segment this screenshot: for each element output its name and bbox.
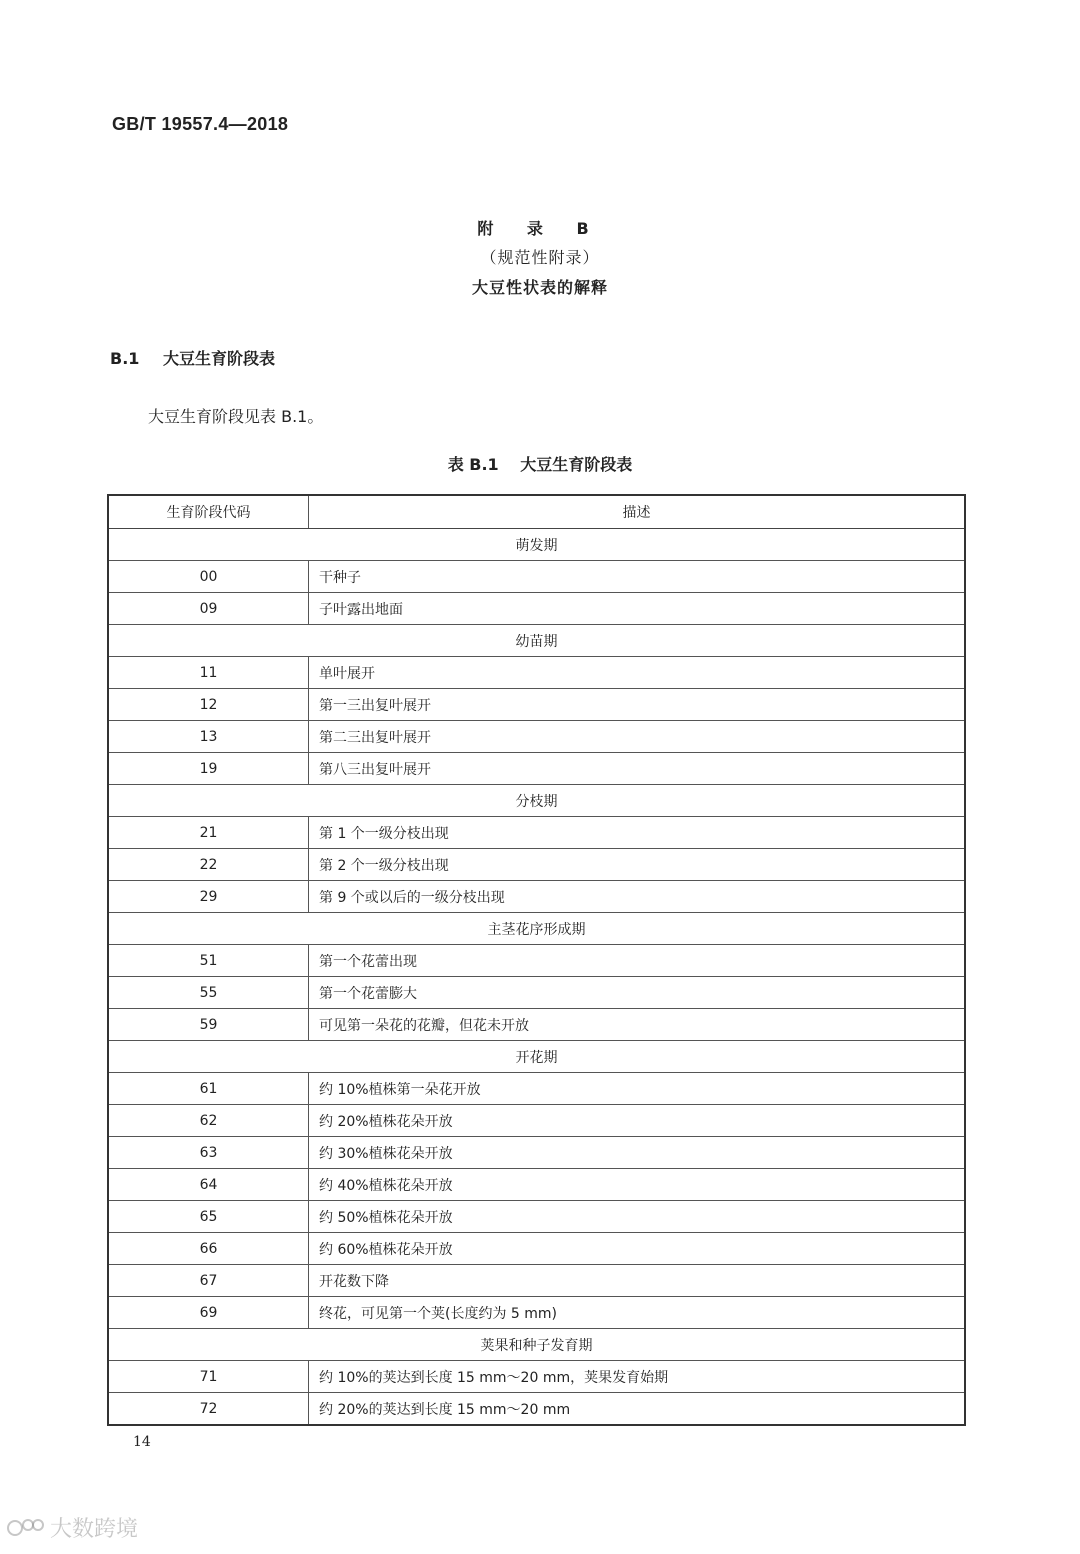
table-row xyxy=(108,945,965,977)
table-row xyxy=(108,1233,965,1265)
stage-group-row xyxy=(108,1041,965,1073)
stage-description: 子叶露出地面 xyxy=(309,593,966,625)
table-row xyxy=(108,753,965,785)
stage-code: 29 xyxy=(108,881,309,913)
stage-description: 第一三出复叶展开 xyxy=(309,689,966,721)
table-row xyxy=(108,1393,965,1426)
stage-description: 第 9 个或以后的一级分枝出现 xyxy=(309,881,966,913)
stage-description: 第二三出复叶展开 xyxy=(309,721,966,753)
table-row xyxy=(108,1105,965,1137)
stage-group-title: 荚果和种子发育期 xyxy=(108,1329,965,1361)
stage-code: 62 xyxy=(108,1105,309,1137)
table-row xyxy=(108,561,965,593)
table-row xyxy=(108,1009,965,1041)
table-caption-title: 大豆生育阶段表 xyxy=(520,455,633,474)
stage-group-title: 开花期 xyxy=(108,1041,965,1073)
stage-code: 19 xyxy=(108,753,309,785)
table-row xyxy=(108,1297,965,1329)
table-row xyxy=(108,1201,965,1233)
table-row xyxy=(108,1137,965,1169)
appendix-name: 大豆性状表的解释 xyxy=(471,278,608,297)
stage-code: 11 xyxy=(108,657,309,689)
stage-description: 约 50%植株花朵开放 xyxy=(309,1201,966,1233)
table-row xyxy=(108,689,965,721)
table-row xyxy=(108,1265,965,1297)
table-caption-number: 表 B.1 xyxy=(447,455,499,474)
stage-group-title: 幼苗期 xyxy=(108,625,965,657)
stage-description: 约 40%植株花朵开放 xyxy=(309,1169,966,1201)
stage-code: 69 xyxy=(108,1297,309,1329)
table-caption xyxy=(0,452,1080,475)
stage-description: 第 1 个一级分枝出现 xyxy=(309,817,966,849)
stage-code: 63 xyxy=(108,1137,309,1169)
table-body xyxy=(108,529,965,1426)
stage-group-row xyxy=(108,625,965,657)
stage-description: 约 20%植株花朵开放 xyxy=(309,1105,966,1137)
stage-code: 67 xyxy=(108,1265,309,1297)
watermark-logo-icon xyxy=(6,1515,46,1541)
stage-description: 约 10%植株第一朵花开放 xyxy=(309,1073,966,1105)
watermark xyxy=(6,1512,138,1543)
table-row xyxy=(108,881,965,913)
stage-description: 单叶展开 xyxy=(309,657,966,689)
table-row xyxy=(108,593,965,625)
stage-code: 72 xyxy=(108,1393,309,1426)
column-header-desc: 描述 xyxy=(309,495,966,529)
table-row xyxy=(108,1361,965,1393)
stage-description: 第 2 个一级分枝出现 xyxy=(309,849,966,881)
stage-code: 12 xyxy=(108,689,309,721)
standard-number: GB/T 19557.4—2018 xyxy=(112,114,289,134)
table-header-row xyxy=(108,495,965,529)
table-row xyxy=(108,849,965,881)
stage-description: 干种子 xyxy=(309,561,966,593)
stage-code: 66 xyxy=(108,1233,309,1265)
stage-description: 约 60%植株花朵开放 xyxy=(309,1233,966,1265)
stage-description: 约 20%的荚达到长度 15 mm～20 mm xyxy=(309,1393,966,1426)
stage-description: 约 30%植株花朵开放 xyxy=(309,1137,966,1169)
table-row xyxy=(108,817,965,849)
section-title: 大豆生育阶段表 xyxy=(162,349,275,368)
stage-group-title: 分枝期 xyxy=(108,785,965,817)
watermark-text: 大数跨境 xyxy=(50,1517,139,1542)
stage-group-row xyxy=(108,529,965,561)
stage-group-row xyxy=(108,1329,965,1361)
growth-stage-table xyxy=(107,494,966,1426)
stage-code: 64 xyxy=(108,1169,309,1201)
stage-description: 第一个花蕾膨大 xyxy=(309,977,966,1009)
stage-code: 51 xyxy=(108,945,309,977)
table-row xyxy=(108,1073,965,1105)
table-row xyxy=(108,657,965,689)
page-number: 14 xyxy=(133,1434,151,1450)
stage-code: 65 xyxy=(108,1201,309,1233)
appendix-subtitle: （规范性附录） xyxy=(480,248,600,267)
stage-code: 09 xyxy=(108,593,309,625)
stage-code: 13 xyxy=(108,721,309,753)
stage-code: 61 xyxy=(108,1073,309,1105)
stage-description: 可见第一朵花的花瓣，但花未开放 xyxy=(309,1009,966,1041)
stage-description: 终花，可见第一个荚(长度约为 5 mm) xyxy=(309,1297,966,1329)
table-row xyxy=(108,977,965,1009)
stage-description: 开花数下降 xyxy=(309,1265,966,1297)
stage-code: 55 xyxy=(108,977,309,1009)
stage-code: 71 xyxy=(108,1361,309,1393)
stage-code: 00 xyxy=(108,561,309,593)
stage-code: 21 xyxy=(108,817,309,849)
stage-description: 第一个花蕾出现 xyxy=(309,945,966,977)
stage-group-title: 萌发期 xyxy=(108,529,965,561)
section-body: 大豆生育阶段见表 B.1。 xyxy=(148,407,324,426)
section-heading xyxy=(110,346,275,369)
table-row xyxy=(108,721,965,753)
appendix-title: 附 录 B xyxy=(477,219,603,238)
stage-group-row xyxy=(108,913,965,945)
column-header-code: 生育阶段代码 xyxy=(108,495,309,529)
stage-description: 约 10%的荚达到长度 15 mm～20 mm，荚果发育始期 xyxy=(309,1361,966,1393)
stage-group-title: 主茎花序形成期 xyxy=(108,913,965,945)
stage-code: 59 xyxy=(108,1009,309,1041)
stage-group-row xyxy=(108,785,965,817)
stage-code: 22 xyxy=(108,849,309,881)
table-row xyxy=(108,1169,965,1201)
stage-description: 第八三出复叶展开 xyxy=(309,753,966,785)
section-number: B.1 xyxy=(110,349,140,368)
